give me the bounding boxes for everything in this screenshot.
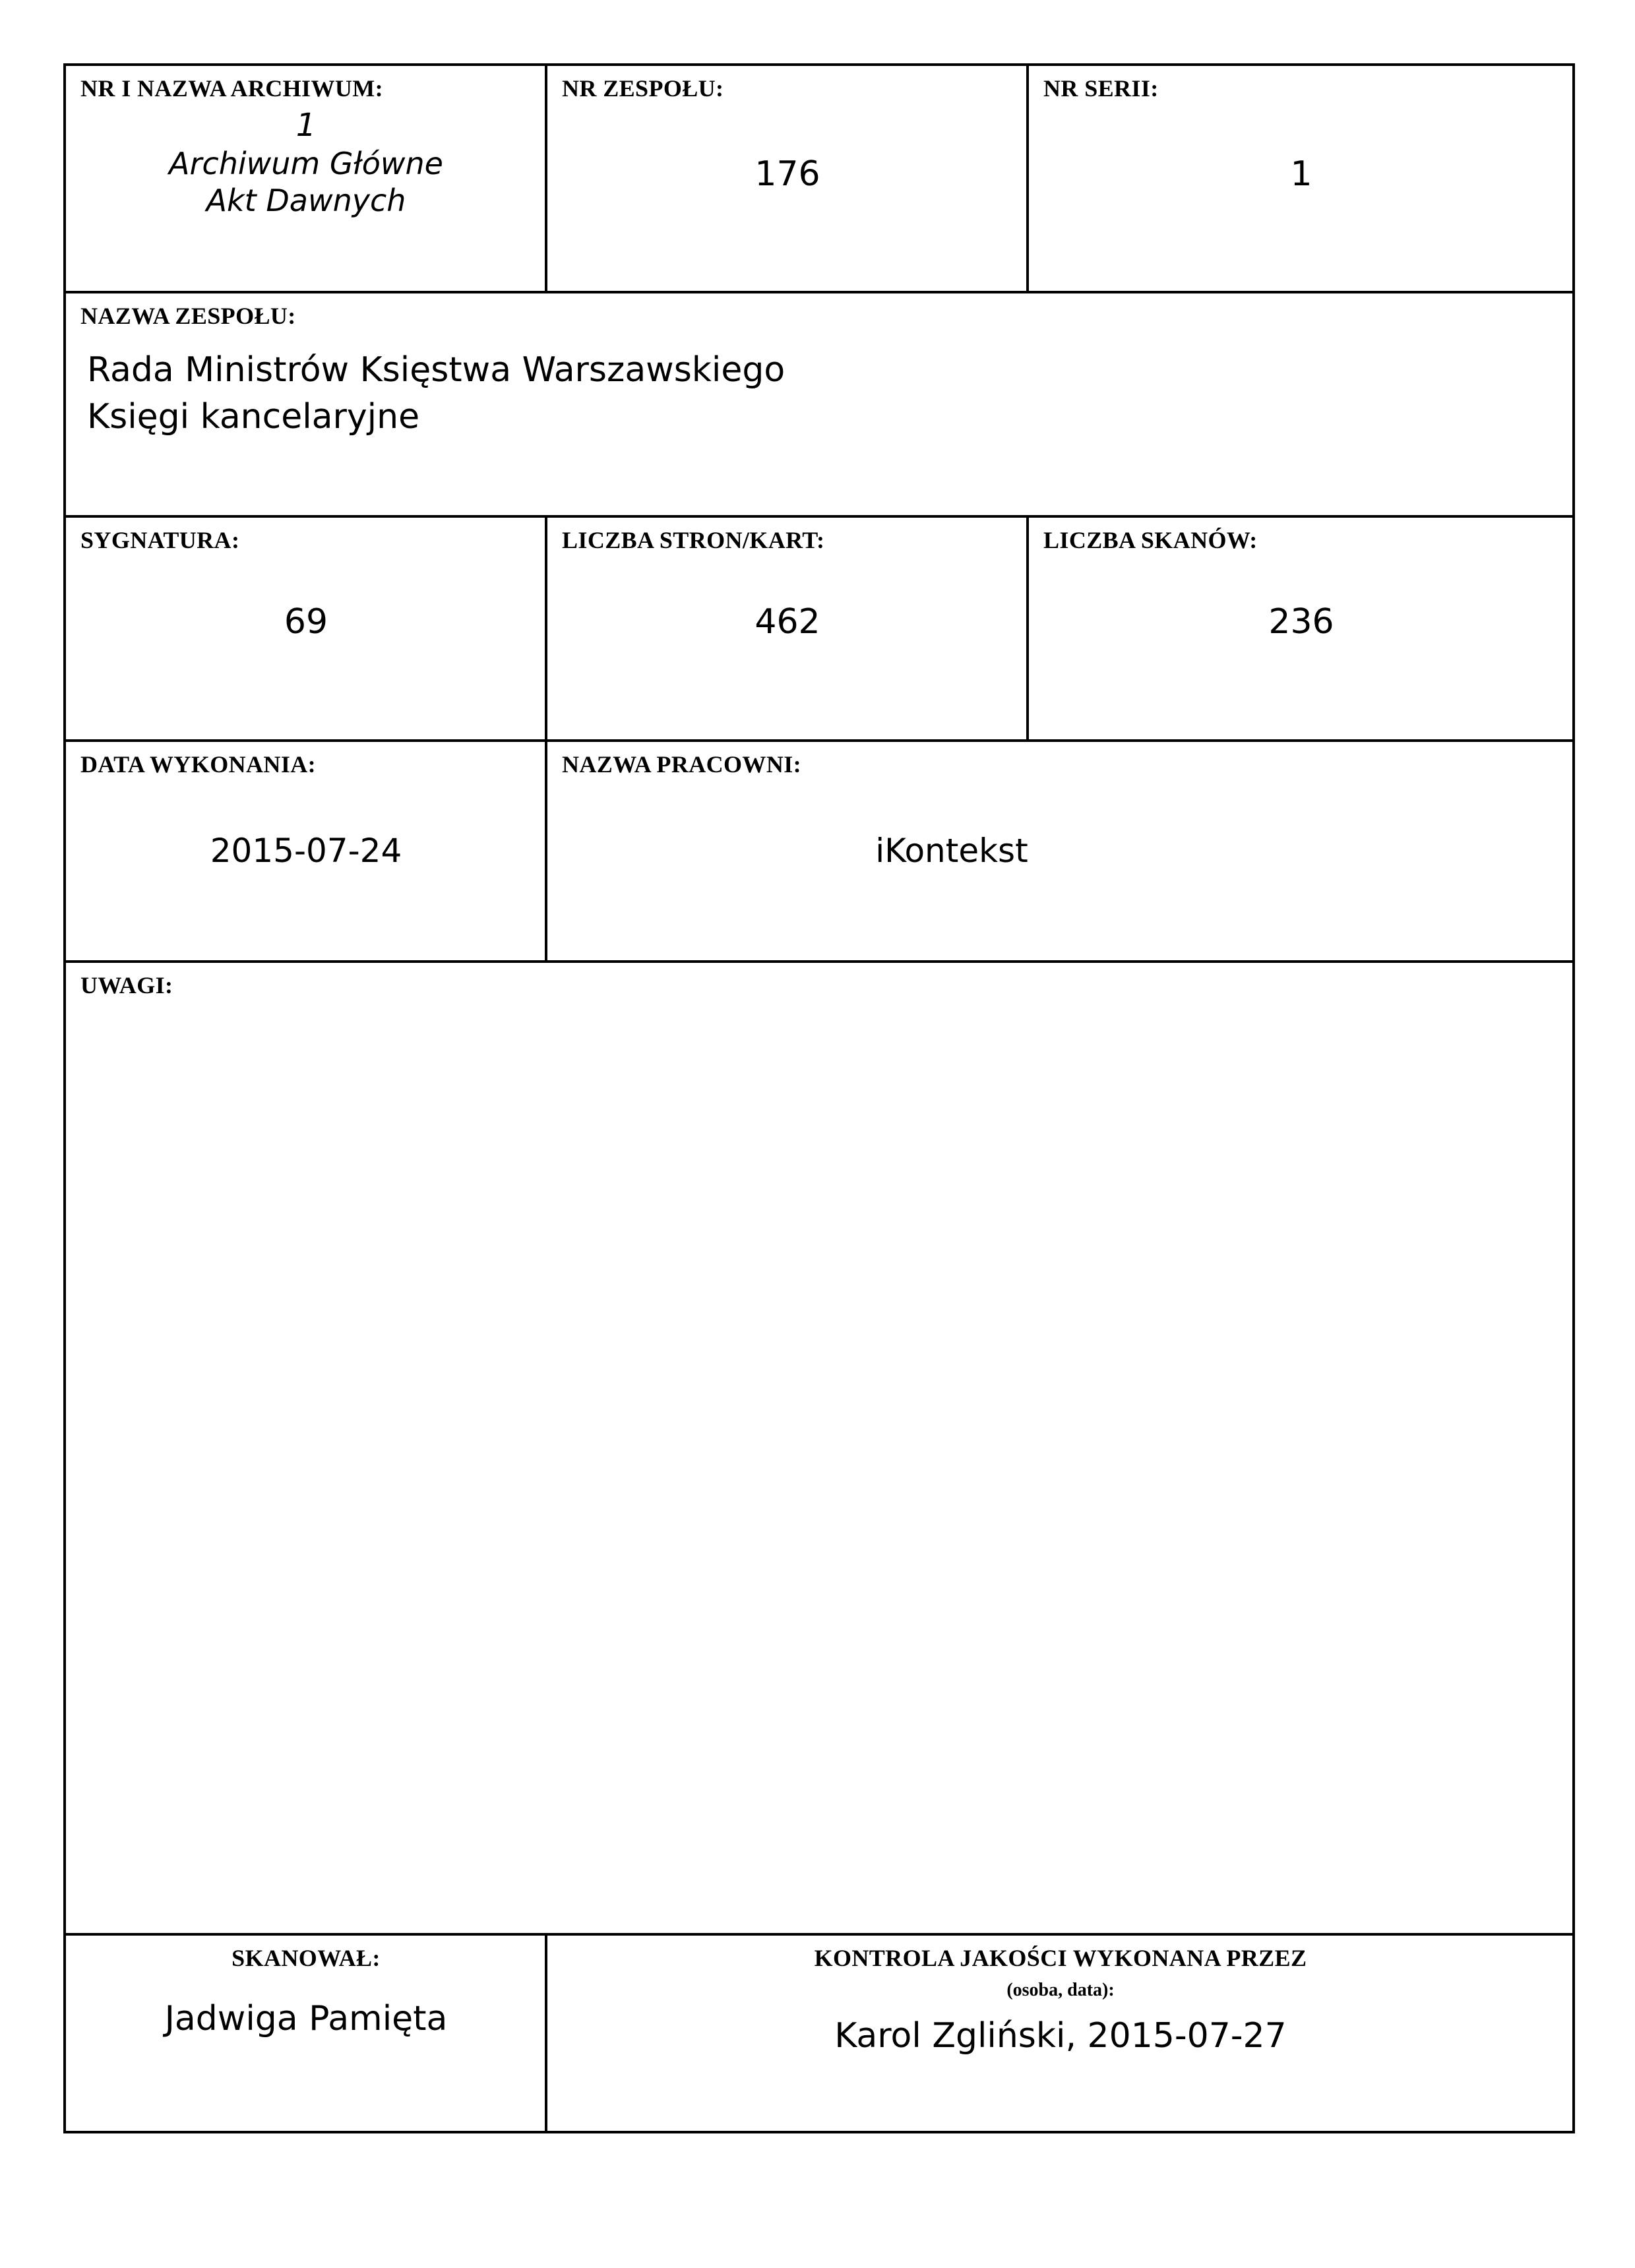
label-remarks: UWAGI: [80,972,173,998]
cell-pages-count [546,516,1028,741]
table-row-date-studio [65,741,1574,962]
table-row-remarks [65,962,1574,1934]
label-series-number: NR SERII: [1043,75,1159,102]
table-row-archive [65,65,1574,292]
table-row-signatures [65,1934,1574,2132]
value-quality-control: Karol Zgliński, 2015-07-27 [834,2016,1287,2056]
table-row-counts [65,516,1574,741]
value-studio-name: iKontekst [875,832,1028,871]
scan-cover-sheet [63,63,1572,2207]
value-series-number: 1 [1290,154,1312,195]
value-archive-number: 1 [295,107,317,144]
archive-metadata-table [63,63,1575,2133]
cell-series-number [1028,65,1574,292]
value-execution-date: 2015-07-24 [210,832,402,871]
label-archive-name: NR I NAZWA ARCHIWUM: [80,75,384,102]
label-execution-date: DATA WYKONANIA: [80,751,317,778]
label-pages-count: LICZBA STRON/KART: [562,527,825,553]
table-row-fonds-name [65,292,1574,516]
value-archive-name-line1: Archiwum Główne [169,145,443,181]
value-fonds-number: 176 [755,154,820,195]
label-fonds-name: NAZWA ZESPOŁU: [80,303,296,329]
value-fonds-name-line2: Księgi kancelaryjne [87,397,420,437]
cell-studio-name [546,741,1574,962]
cell-remarks [65,962,1574,1934]
cell-scans-count [1028,516,1574,741]
value-scanned-by: Jadwiga Pamięta [164,1999,448,2039]
label-fonds-number: NR ZESPOŁU: [562,75,724,102]
cell-signature [65,516,546,741]
label-scanned-by: SKANOWAŁ: [231,1945,381,1971]
cell-execution-date [65,741,546,962]
label-quality-control: KONTROLA JAKOŚCI WYKONANA PRZEZ [814,1945,1307,1971]
label-studio-name: NAZWA PRACOWNI: [562,751,802,778]
cell-fonds-number [546,65,1028,292]
cell-scanned-by [65,1934,546,2132]
value-pages-count: 462 [755,602,820,642]
value-fonds-name-line1: Rada Ministrów Księstwa Warszawskiego [87,350,786,390]
cell-archive-name [65,65,546,292]
label-quality-control-sub: (osoba, data): [1006,1980,1115,2001]
label-scans-count: LICZBA SKANÓW: [1043,527,1258,553]
label-signature: SYGNATURA: [80,527,240,553]
value-archive-name-line2: Akt Dawnych [206,183,406,219]
value-signature: 69 [284,602,328,642]
value-scans-count: 236 [1268,602,1334,642]
cell-quality-control [546,1934,1574,2132]
cell-fonds-name [65,292,1574,516]
